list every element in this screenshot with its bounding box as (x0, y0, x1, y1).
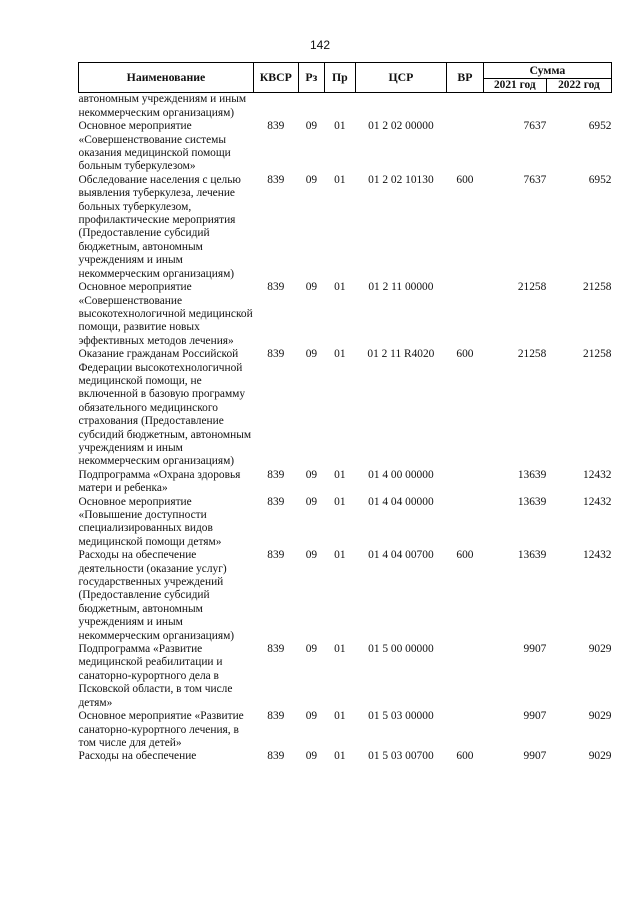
row-csr-cell: 01 5 03 00700 (368, 750, 434, 763)
table-row (79, 469, 612, 496)
header-csr: ЦСР (355, 63, 447, 93)
row-csr-cell: 01 2 11 00000 (368, 281, 434, 294)
row-kvsr-cell: 839 (267, 710, 285, 723)
table-row (79, 93, 612, 120)
row-name-cell: Расходы на обеспечение (78, 750, 197, 763)
row-name-cell: Оказание гражданам Российской Федерации высокотехнологичной медицинской помощи, не включенной в базовую программу обязательного медицинского страхования (Предоставление субсидий бюджетным, автономным учреждениям и иным некоммерческим организациям) (78, 348, 252, 468)
budget-table (78, 62, 612, 764)
row-kvsr-cell: 839 (267, 468, 285, 481)
row-pr-cell: 01 (334, 750, 346, 763)
table-header (79, 63, 612, 93)
row-csr-cell: 01 4 04 00700 (368, 549, 434, 562)
row-sum-2022-cell: 9029 (588, 643, 612, 656)
row-pr-cell: 01 (334, 120, 346, 133)
header-sum: Сумма (483, 63, 611, 79)
row-pr-cell: 01 (334, 549, 346, 562)
table-body (79, 93, 612, 764)
row-vr-cell: 600 (456, 750, 474, 763)
row-kvsr-cell: 839 (267, 348, 285, 361)
row-csr-cell (355, 93, 447, 120)
row-sum-2022-cell: 6952 (588, 173, 612, 186)
row-rz-cell: 09 (305, 173, 318, 186)
row-pr-cell: 01 (334, 710, 346, 723)
row-sum-2021-cell: 21258 (517, 348, 547, 361)
row-rz-cell: 09 (305, 281, 318, 294)
row-name-cell: Основное мероприятие «Совершенствование системы оказания медицинской помощи больным туберкулезом» (78, 120, 231, 173)
table-row (79, 348, 612, 469)
row-sum-2021-cell: 9907 (523, 643, 547, 656)
row-csr-cell: 01 2 11 R4020 (367, 348, 435, 361)
table-row (79, 710, 612, 750)
header-rz: Рз (298, 63, 324, 93)
row-pr-cell (325, 93, 356, 120)
header-name: Наименование (79, 63, 254, 93)
row-vr-cell (447, 643, 484, 710)
header-year-2021: 2021 год (483, 79, 546, 93)
table-row (79, 496, 612, 550)
row-name-cell: Расходы на обеспечение деятельности (оказание услуг) государственных учреждений (Предоставление субсидий бюджетным, автономным учреждениям и иным некоммерческим организациям) (78, 549, 235, 642)
row-kvsr-cell (253, 93, 298, 120)
row-pr-cell: 01 (334, 468, 346, 481)
row-sum-2021-cell: 7637 (523, 120, 547, 133)
row-csr-cell: 01 2 02 00000 (368, 120, 434, 133)
row-name-cell: Обследование населения с целью выявления туберкулеза, лечение больных туберкулезом, профилактические мероприятия (Предоставление субсидий бюджетным, автономным учреждениям и иным некоммерческим организациям) (78, 173, 241, 280)
row-sum-2022-cell: 21258 (583, 281, 612, 294)
row-sum-2022-cell: 9029 (588, 750, 612, 763)
row-sum-2022-cell: 12432 (583, 495, 612, 508)
row-sum-2022-cell: 21258 (583, 348, 612, 361)
row-vr-cell (447, 281, 484, 348)
header-vr: ВР (447, 63, 484, 93)
row-sum-2021-cell: 9907 (523, 710, 547, 723)
row-sum-2021-cell: 13639 (517, 549, 547, 562)
table-row (79, 120, 612, 174)
row-sum-2021-cell: 13639 (517, 468, 547, 481)
header-kvsr: КВСР (253, 63, 298, 93)
header-pr: Пр (325, 63, 356, 93)
row-rz-cell: 09 (305, 710, 318, 723)
row-rz-cell: 09 (305, 643, 318, 656)
row-csr-cell: 01 5 00 00000 (368, 643, 434, 656)
row-name-cell: Подпрограмма «Развитие медицинской реабилитации и санаторно-курортного дела в Псковской области, в том числе детям» (78, 643, 233, 709)
row-sum-2022-cell: 12432 (583, 549, 612, 562)
row-kvsr-cell: 839 (267, 549, 285, 562)
row-name-cell: Основное мероприятие «Повышение доступности специализированных видов медицинской помощи детям» (78, 495, 222, 548)
row-sum-2022-cell (546, 93, 611, 120)
table-row (79, 549, 612, 643)
row-kvsr-cell: 839 (267, 281, 285, 294)
table-row (79, 174, 612, 281)
row-kvsr-cell: 839 (267, 173, 285, 186)
row-pr-cell: 01 (334, 495, 346, 508)
row-name-cell: Основное мероприятие «Совершенствование высокотехнологичной медицинской помощи, развитие новых эффективных методов лечения» (78, 281, 253, 347)
table-row (79, 750, 612, 763)
row-kvsr-cell: 839 (267, 643, 285, 656)
page-number: 142 (309, 38, 331, 52)
row-vr-cell (447, 469, 484, 496)
row-rz-cell: 09 (305, 549, 318, 562)
row-kvsr-cell: 839 (267, 750, 285, 763)
row-kvsr-cell: 839 (267, 120, 285, 133)
row-vr-cell: 600 (456, 173, 474, 186)
table-row (79, 281, 612, 348)
row-rz-cell: 09 (305, 750, 318, 763)
row-rz-cell (298, 93, 324, 120)
row-pr-cell: 01 (334, 281, 346, 294)
row-vr-cell: 600 (456, 348, 474, 361)
row-sum-2022-cell: 12432 (583, 468, 612, 481)
row-vr-cell (447, 93, 484, 120)
row-name-cell: Основное мероприятие «Развитие санаторно-курортного лечения, в том числе для детей» (78, 710, 244, 749)
row-kvsr-cell: 839 (267, 495, 285, 508)
row-rz-cell: 09 (305, 120, 318, 133)
row-name-cell: Подпрограмма «Охрана здоровья матери и ребенка» (78, 468, 241, 495)
row-sum-2021-cell (483, 93, 546, 120)
row-sum-2021-cell: 21258 (517, 281, 547, 294)
row-sum-2021-cell: 13639 (517, 495, 547, 508)
row-csr-cell: 01 4 00 00000 (368, 468, 434, 481)
row-rz-cell: 09 (305, 468, 318, 481)
row-sum-2021-cell: 7637 (523, 173, 547, 186)
row-rz-cell: 09 (305, 348, 318, 361)
table-row (79, 643, 612, 710)
row-sum-2021-cell: 9907 (523, 750, 547, 763)
row-sum-2022-cell: 9029 (588, 710, 612, 723)
row-vr-cell (447, 710, 484, 750)
row-csr-cell: 01 5 03 00000 (368, 710, 434, 723)
row-rz-cell: 09 (305, 495, 318, 508)
row-name-cell: автономным учреждениям и иным некоммерческим организациям) (78, 93, 247, 119)
row-csr-cell: 01 4 04 00000 (368, 495, 434, 508)
header-year-2022: 2022 год (546, 79, 611, 93)
row-pr-cell: 01 (334, 173, 346, 186)
row-vr-cell (447, 120, 484, 174)
row-vr-cell: 600 (456, 549, 474, 562)
row-vr-cell (447, 496, 484, 550)
row-pr-cell: 01 (334, 643, 346, 656)
row-pr-cell: 01 (334, 348, 346, 361)
row-sum-2022-cell: 6952 (588, 120, 612, 133)
row-csr-cell: 01 2 02 10130 (368, 173, 434, 186)
